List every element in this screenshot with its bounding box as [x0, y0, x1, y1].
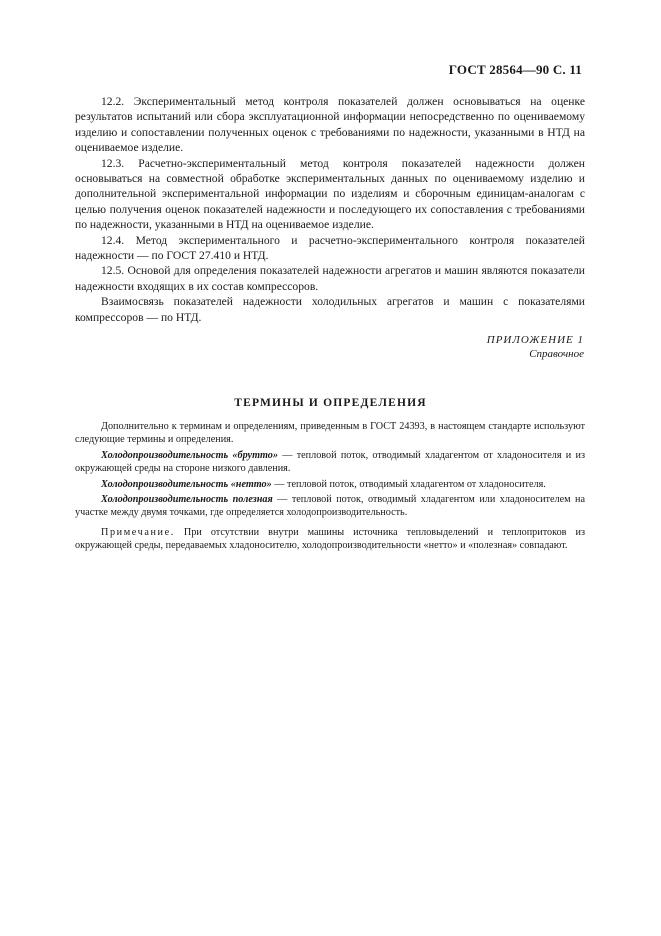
term-item [75, 493, 585, 520]
page-header: ГОСТ 28564—90 С. 11 [448, 62, 582, 77]
paragraph-12-2: 12.2. Экспериментальный метод контроля показателей должен основываться на оценке результатов испытаний или сбора эксплуатационной информации непосредственно по оцениваемому изделию и сопоставлении полученных оценок с требованиями по надежности, указанными в НТД на оцениваемое изделие. [75, 95, 585, 155]
terms-intro: Дополнительно к терминам и определениям, приведенным в ГОСТ 24393, в настоящем стандарте используют следующие термины и определения. [75, 421, 585, 446]
terms-section [75, 420, 585, 555]
term-name: Холодопроизводительность «брутто» [101, 449, 278, 461]
term-item [75, 449, 585, 476]
paragraph-12-5: 12.5. Основой для определения показателей надежности агрегатов и машин являются показатели надежности входящих в их состав компрессоров. [75, 264, 585, 293]
appendix-type: Справочное [529, 348, 584, 360]
clause-12-text [75, 94, 585, 325]
term-definition: — тепловой поток, отводимый хладагентом от хладоносителя. [271, 478, 546, 490]
paragraph-12-3: 12.3. Расчетно-экспериментальный метод контроля показателей надежности должен основываться на совместной обработке экспериментальных данных по оцениваемому изделию и дополнительной экспериментальной информации по изделиям и сборочным единицам-аналогам с целью получения оценок показателей надежности и последующего их сопоставления с требованиями по надежности, указанными в НТД на оцениваемое изделие. [75, 156, 585, 232]
term-name: Холодопроизводительность «нетто» [101, 478, 272, 490]
paragraph-12-4: 12.4. Метод экспериментального и расчетно-экспериментального контроля показателей надежности — по ГОСТ 27.410 и НТД. [75, 233, 585, 263]
term-definition: — тепловой поток, отводимый хладагентом от хладоносителя и из окружающей среды на стороне низкого давления. [75, 449, 585, 475]
term-definition: — тепловой поток, отводимый хладагентом или хладоносителем на участке между двумя точками, где определяется холодопроизводительность. [75, 494, 585, 519]
note-label: Примечание. [101, 526, 175, 538]
paragraph-relationship: Взаимосвязь показателей надежности холодильных агрегатов и машин с показателями компрессоров — по НТД. [75, 295, 585, 324]
appendix-heading [487, 333, 584, 361]
section-title: ТЕРМИНЫ И ОПРЕДЕЛЕНИЯ [234, 397, 427, 409]
note [75, 526, 585, 553]
term-item [75, 478, 585, 491]
note-text: При отсутствии внутри машины источника тепловыделений и теплопритоков из окружающей среды, передаваемых хладоносителю, холодопроизводительности «нетто» и «полезная» совпадают. [75, 526, 585, 552]
appendix-label: ПРИЛОЖЕНИЕ 1 [486, 334, 584, 346]
term-name: Холодопроизводительность полезная [101, 494, 273, 506]
